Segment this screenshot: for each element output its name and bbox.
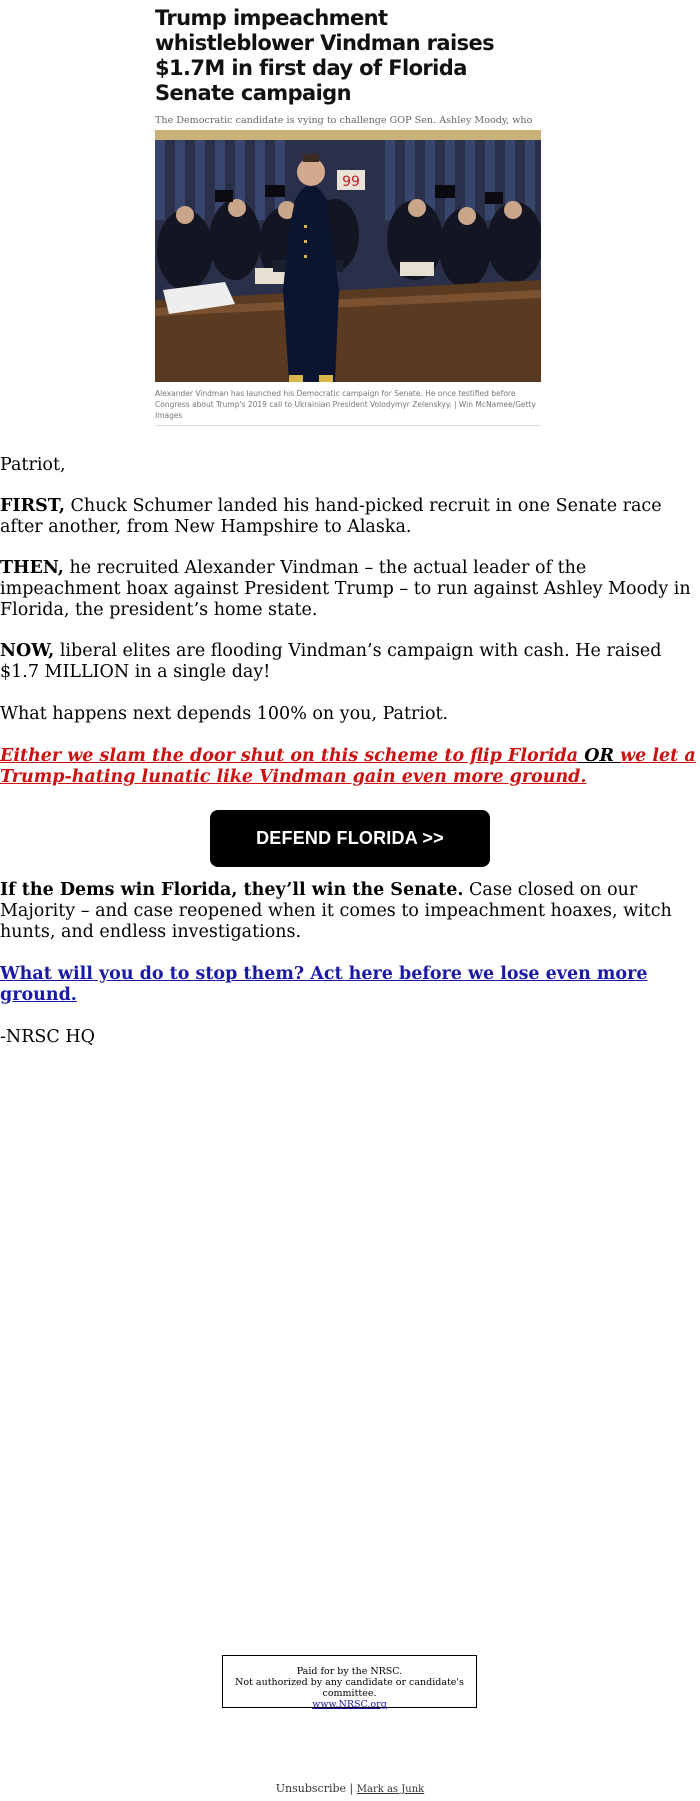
paragraph-cta[interactable] bbox=[0, 964, 700, 1006]
greeting: Patriot, bbox=[0, 455, 66, 475]
paid-for-disclaimer bbox=[222, 1655, 477, 1708]
svg-text:99: 99 bbox=[342, 174, 360, 190]
paragraph-dems-win-lead: If the Dems win Florida, they’ll win the Senate. bbox=[0, 880, 464, 900]
footer bbox=[0, 1782, 700, 1795]
nrsc-site-link[interactable]: www.NRSC.org bbox=[312, 1699, 387, 1710]
paragraph-first bbox=[0, 496, 700, 538]
footer-separator: | bbox=[346, 1782, 357, 1795]
paragraph-now-lead: NOW, bbox=[0, 641, 55, 661]
act-here-link[interactable]: What will you do to stop them? Act here before we lose even more ground. bbox=[0, 964, 648, 1005]
photo-caption: Alexander Vindman has launched his Democratic campaign for Senate. He once testified before Congress about Trump's 2019 call to Ukrainian President Volodymyr Zelenskyy. | Win McNamee/Getty Images bbox=[155, 388, 541, 426]
article-headline: Trump impeachment whistleblower Vindman raises $1.7M in first day of Florida Senate campaign bbox=[155, 6, 495, 105]
paragraph-then bbox=[0, 558, 700, 621]
article-subhead: The Democratic candidate is vying to challenge GOP Sen. Ashley Moody, who bbox=[155, 115, 533, 126]
paragraph-dems-win bbox=[0, 880, 700, 943]
paragraph-then-text: he recruited Alexander Vindman – the actual leader of the impeachment hoax against President Trump – to run against Ashley Moody in Florida, the president’s home state. bbox=[0, 558, 691, 620]
either-link[interactable]: Either we slam the door shut on this scheme to flip Florida bbox=[0, 746, 579, 766]
paragraph-then-lead: THEN, bbox=[0, 558, 64, 578]
lunatic-link[interactable]: we let a Trump-hating lunatic like Vindman gain even more ground. bbox=[0, 746, 696, 787]
disclaimer-line-2: Not authorized by any candidate or candidate's committee. bbox=[235, 1677, 464, 1699]
hearing-room-photo bbox=[155, 130, 541, 382]
unsubscribe-link[interactable]: Unsubscribe bbox=[275, 1782, 347, 1795]
paragraph-dems-win-text: Case closed on our Majority – and case reopened when it comes to impeachment hoaxes, witch hunts, and endless investigations. bbox=[0, 880, 672, 942]
paragraph-first-text: Chuck Schumer landed his hand-picked recruit in one Senate race after another, from New Hampshire to Alaska. bbox=[0, 496, 662, 537]
paragraph-first-lead: FIRST, bbox=[0, 496, 65, 516]
or-text: OR bbox=[578, 746, 621, 766]
article-header bbox=[155, 6, 540, 142]
signoff: -NRSC HQ bbox=[0, 1027, 95, 1047]
paragraph-either-or[interactable] bbox=[0, 746, 700, 788]
article-photo bbox=[155, 130, 541, 382]
paragraph-depends: What happens next depends 100% on you, Patriot. bbox=[0, 704, 449, 724]
defend-florida-button[interactable]: DEFEND FLORIDA >> bbox=[210, 810, 490, 867]
paragraph-now bbox=[0, 641, 700, 683]
disclaimer-line-1: Paid for by the NRSC. bbox=[296, 1666, 403, 1677]
paragraph-now-text: liberal elites are flooding Vindman’s campaign with cash. He raised $1.7 MILLION in a single day! bbox=[0, 641, 662, 682]
mark-as-junk-link[interactable]: Mark as Junk bbox=[356, 1784, 425, 1795]
